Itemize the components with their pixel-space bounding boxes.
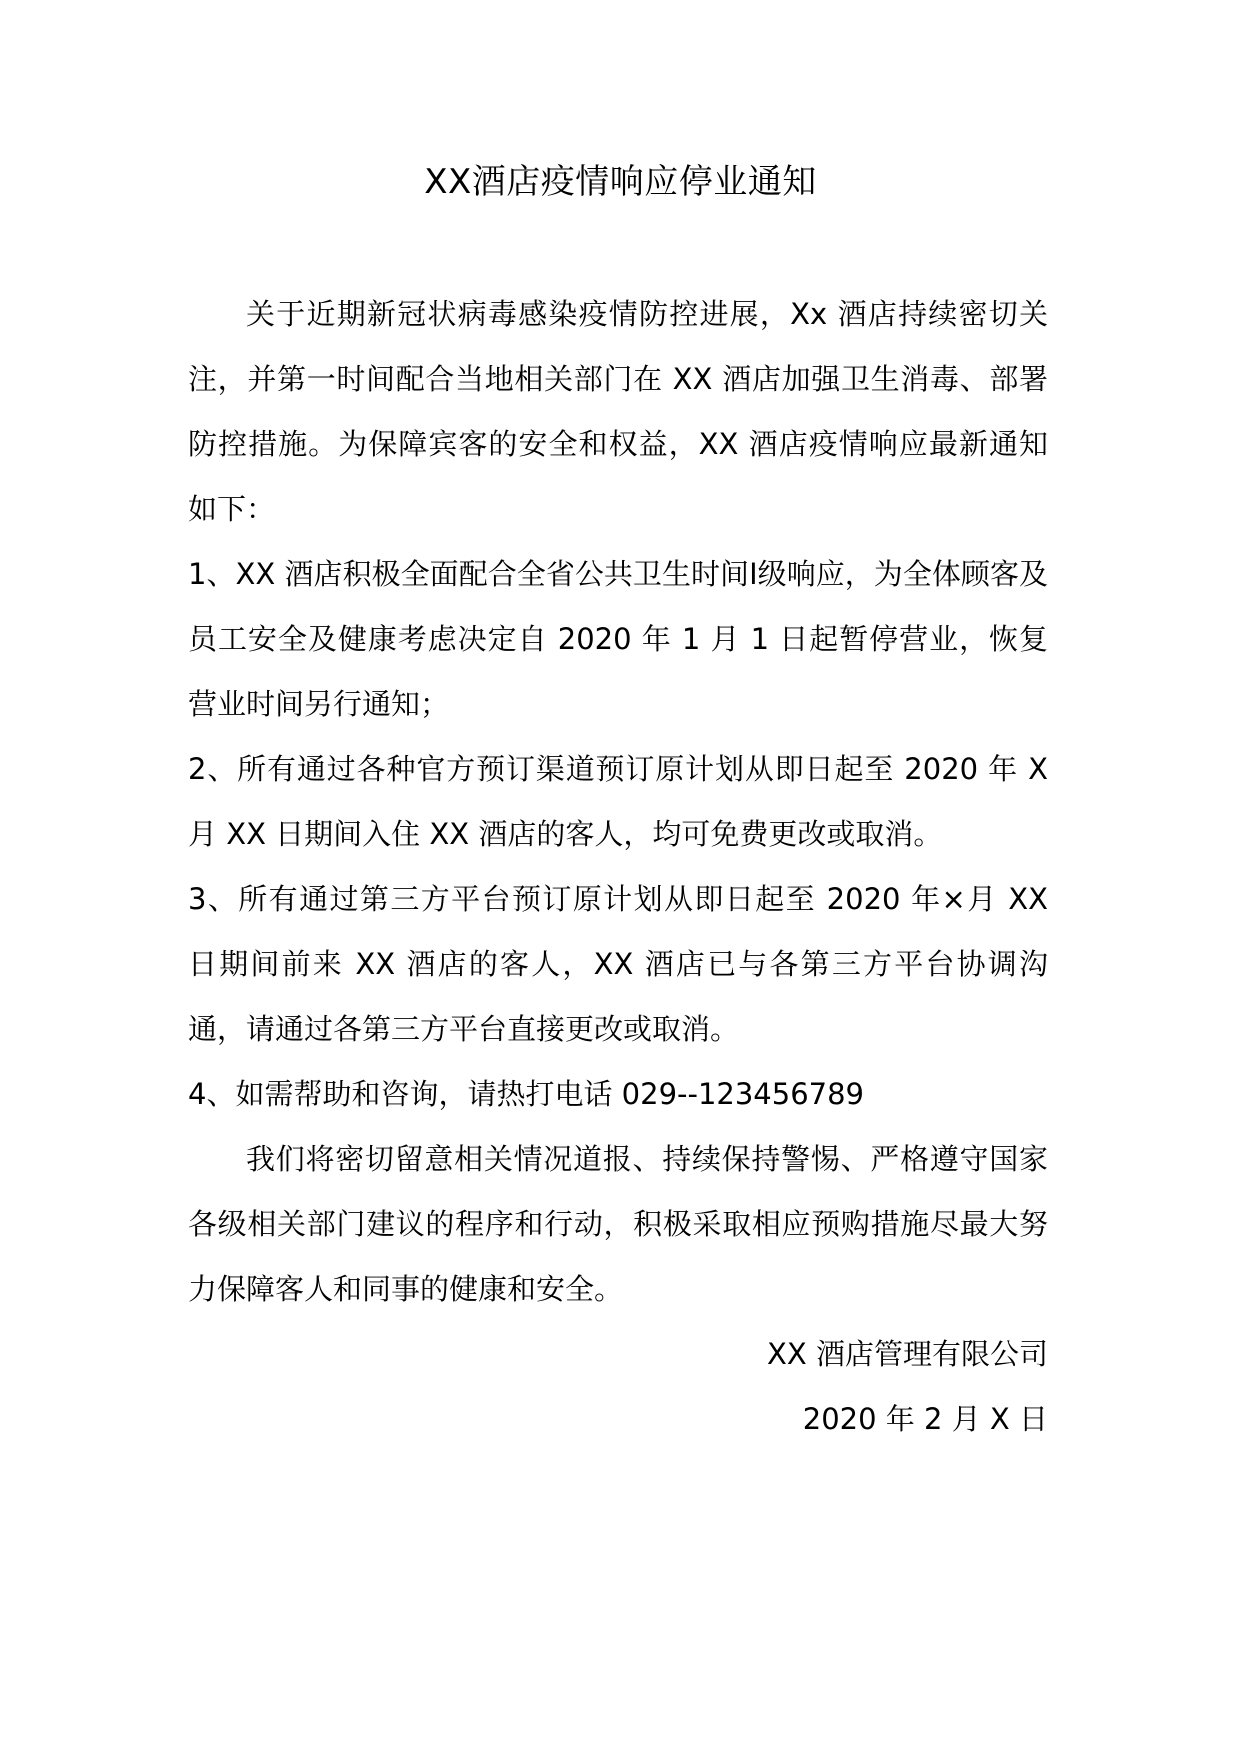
closing-paragraph: 我们将密切留意相关情况道报、持续保持警惕、严格遵守国家各级相关部门建议的程序和行动，积极采取相应预购措施尽最大努力保障客人和同事的健康和安全。 <box>188 1142 1048 1306</box>
signature: XX 酒店管理有限公司 <box>767 1337 1048 1371</box>
notice-item-3: 3、所有通过第三方平台预订原计划从即日起至 2020 年×月 XX 日期间前来 XX 酒店的客人，XX 酒店已与各第三方平台协调沟通，请通过各第三方平台直接更改或取消。 <box>188 882 1048 1046</box>
notice-item-1: 1、XX 酒店积极全面配合全省公共卫生时间Ⅰ级响应，为全体顾客及员工安全及健康考虑决定自 2020 年 1 月 1 日起暂停营业，恢复营业时间另行通知； <box>188 557 1048 721</box>
document-body <box>188 282 1048 1452</box>
intro-paragraph: 关于近期新冠状病毒感染疫情防控进展，Xx 酒店持续密切关注，并第一时间配合当地相关部门在 XX 酒店加强卫生消毒、部署防控措施。为保障宾客的安全和权益，XX 酒店疫情响应最新通知如下： <box>188 297 1048 526</box>
notice-item-4: 4、如需帮助和咨询，请热打电话 029--123456789 <box>188 1077 865 1111</box>
document-title: XX酒店疫情响应停业通知 <box>424 162 817 202</box>
date: 2020 年 2 月 X 日 <box>802 1402 1048 1436</box>
notice-item-2: 2、所有通过各种官方预订渠道预订原计划从即日起至 2020 年 X 月 XX 日期间入住 XX 酒店的客人，均可免费更改或取消。 <box>188 752 1048 851</box>
